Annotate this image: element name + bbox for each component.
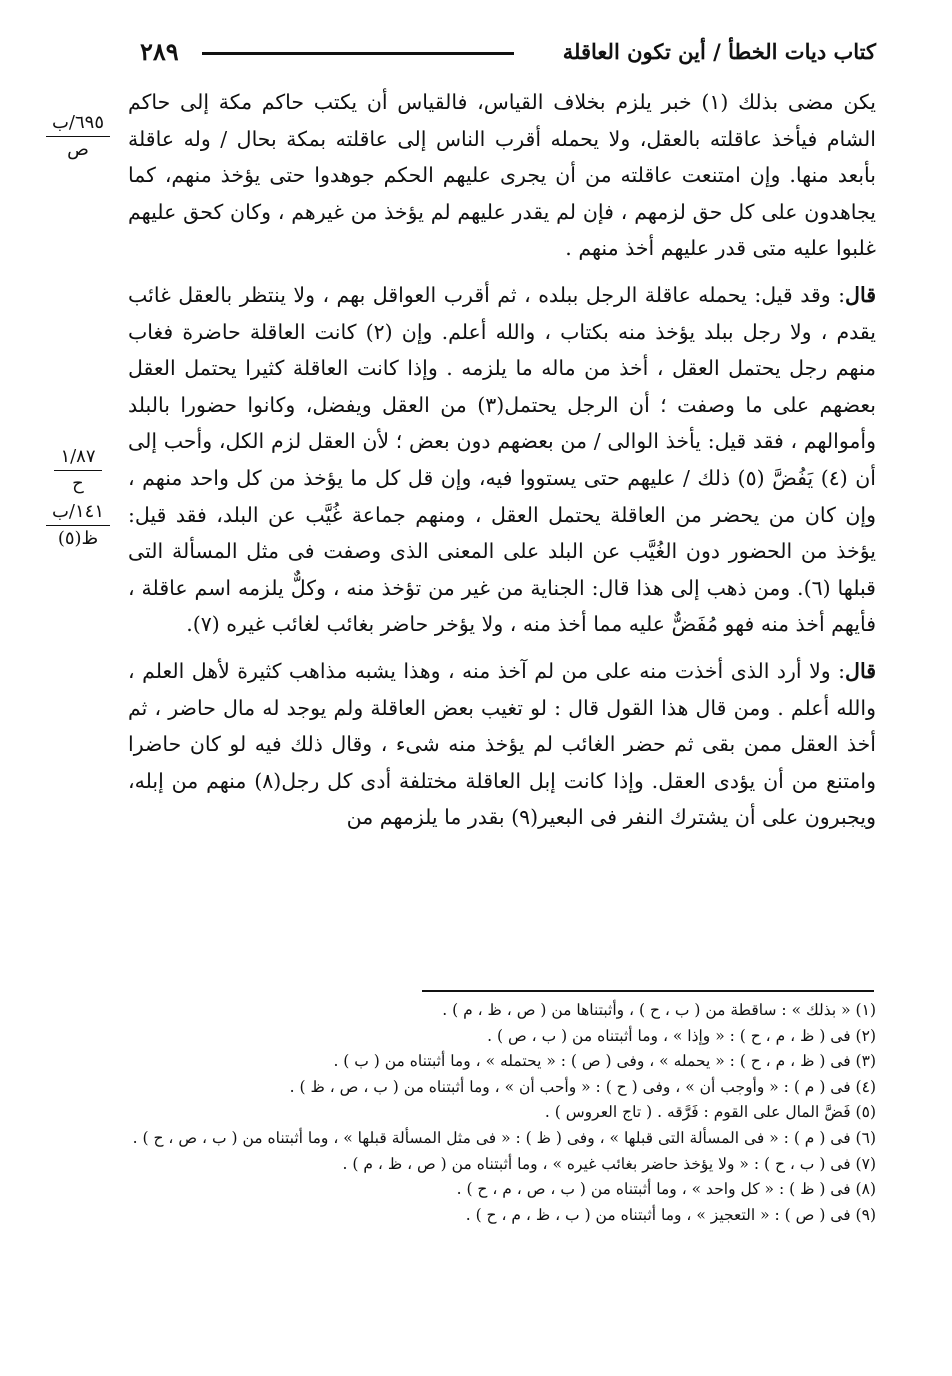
footnote: (٣) فى ( ظ ، م ، ح ) : « يحمله » ، وفى ( ص ) : « يحتمله » ، وما أثبتناه من ( ب ) . (333, 1052, 876, 1071)
paragraph (128, 84, 876, 267)
footnote: (٤) فى ( م ) : « وأوجب أن » ، وفى ( ح ) : « وأحب أن » ، وما أثبتناه من ( ب ، ص ، ظ ) . (289, 1077, 876, 1096)
margin-fraction (46, 501, 110, 550)
footnote: (٨) فى ( ظ ) : « كل واحد » ، وما أثبتناه من ( ب ، ص ، م ، ح ) . (456, 1180, 876, 1199)
footnote-separator (422, 990, 874, 992)
footnote: (١) « بذلك » : ساقطة من ( ب ، ح ) ، وأثبتناها من ( ص ، ظ ، م ) . (442, 1001, 876, 1019)
margin-note-bottom: ص (67, 139, 89, 160)
margin-note-top: ٦٩٥/ب (46, 112, 110, 137)
margin-note-bottom: ظ(٥) (57, 528, 99, 549)
running-title: كتاب ديات الخطأ / أين تكون العاقلة (562, 39, 876, 64)
margin-note-bottom: ح (72, 473, 84, 494)
paragraph-lead: قال (845, 658, 876, 683)
footnote: (٩) فى ( ص ) : « التعجيز » ، وما أثبتناه من ( ب ، ظ ، م ، ح ) . (465, 1205, 876, 1224)
margin-note-top: ١٤١/ب (46, 501, 110, 526)
margin-note-manuscript-ref (36, 112, 120, 161)
paragraph-text: يكن مضى بذلك (١) خبر يلزم بخلاف القياس، فالقياس أن يكتب حاكم مكة إلى حاكم الشام فيأخذ عاقلته بالعقل، ولا يحمله أقرب الناس إلى عاقلته بمكة بحال / وله عاقلة بأبعد منها. وإن امتنعت عاقلته من أن يجرى عليهم الحكم جوهدوا حتى يؤخذ منهم، كما يجاهدون على كل حق لزمهم ، فإن لم يقدر عليهم لم يؤخذ من غيرهم ، وكان كحق عليهم غلبوا عليه متى قدر عليهم أخذ منهم . (128, 90, 877, 261)
running-header (140, 34, 876, 70)
margin-fraction (54, 446, 101, 495)
footnote: (٢) فى ( ظ ، م ، ح ) : « وإذا » ، وما أثبتناه من ( ب ، ص ) . (487, 1026, 876, 1045)
paragraph (128, 653, 876, 836)
paragraph (128, 277, 876, 643)
page-number: ٢٨٩ (140, 37, 179, 66)
footnote: (٥) فَضَّ المال على القوم : فَرَّقه . ( تاج العروس ) . (544, 1103, 876, 1122)
header-rule (202, 52, 514, 55)
footnotes (128, 998, 876, 1228)
paragraph-lead: قال (845, 282, 876, 307)
paragraph-text: : وقد قيل: يحمله عاقلة الرجل ببلده ، ثم أقرب العواقل بهم ، ولا ينتظر بالعقل غائب يقدم ، ولا رجل ببلد يؤخذ منه بكتاب ، والله أعلم. وإن (٢) كانت العاقلة حاضرة فغاب منهم رجل يحتمل العقل ، أخذ من ماله ما يلزمه . وإذا كانت العاقلة كثيرا يحتمل العقل بعضهم على ما وصفت ؛ أن الرجل يحتمل(٣) من العقل ويفضل، وكانوا حضورا بالبلد وأموالهم ، فقد قيل: يأخذ الوالى / من بعضهم دون بعض ؛ لأن العقل لزم الكل، وأحب إلى أن (٤) يَفُضَّ (٥) ذلك / عليهم حتى يستووا فيه، وإن قل كل ما يؤخذ من كل واحد منهم ، وإن كان من يحضر من العاقلة يحتمل العقل ، ومنهم جماعة غُيَّب عن البلد، فقد قيل: يؤخذ من الحضور دون الغُيَّب عن البلد على المعنى الذى وصفت فى مثل المسألة التى قبلها (٦). ومن ذهب إلى هذا قال: الجناية من غير من تؤخذ منه ، وكلٌّ يلزمه اسم عاقلة ، فأيهم أخذ منه فهو مُفَضٌّ عليه مما أخذ منه ، ولا يؤخر حاضر بغائب لغائب غيره (٧). (128, 282, 877, 637)
margin-note-top: ١/٨٧ (54, 446, 101, 471)
footnote: (٦) فى ( م ) : « فى المسألة التى قبلها » ، وفى ( ظ ) : « فى مثل المسألة قبلها » ، وما أثبتناه من ( ب ، ص ، ح ) . (132, 1128, 876, 1147)
main-text (128, 84, 876, 846)
margin-note-manuscript-ref (36, 446, 120, 550)
margin-fraction (46, 112, 110, 161)
paragraph-text: : ولا أرد الذى أخذت منه على من لم آخذ منه ، وهذا يشبه مذاهب كثيرة لأهل العلم ، والله أعلم . ومن قال هذا القول قال : لو تغيب بعض العاقلة ولم يوجد له مال حاضر ، ثم أخذ العقل ممن بقى ثم حضر الغائب لم يؤخذ منه شىء ، وقال ذلك فيه لو كان حاضرا وامتنع من أن يؤدى العقل. وإذا كانت إبل العاقلة مختلفة أدى كل رجل(٨) منهم من إبله، ويجبرون على أن يشترك النفر فى البعير(٩) بقدر ما يلزمهم من (128, 658, 876, 830)
footnote: (٧) فى ( ب ، ح ) : « ولا يؤخذ حاضر بغائب غيره » ، وما أثبتناه من ( ص ، ظ ، م ) . (342, 1154, 876, 1173)
